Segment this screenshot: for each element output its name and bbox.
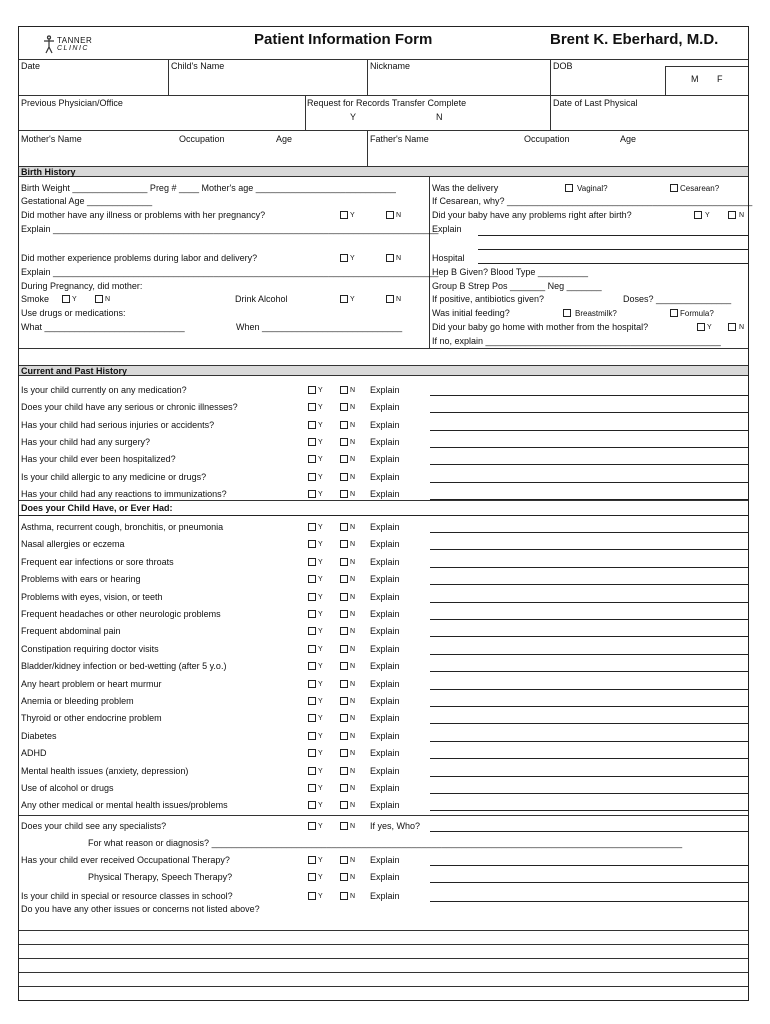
initial-feeding-label: Was initial feeding? [432,308,510,318]
home-with-mother-question: Did your baby go home with mother from the hospital? [432,322,649,332]
hospital-label: Hospital [432,253,465,263]
gestational-age-line[interactable]: Gestational Age _____________ [21,196,153,206]
baby-problems-no-checkbox[interactable] [728,211,736,219]
labor-problems-question: Did mother experience problems during labor and delivery? [21,253,258,263]
ever-had-no-checkbox[interactable] [340,784,348,792]
drugs-label: Use drugs or medications: [21,308,126,318]
formula-checkbox[interactable] [670,309,678,317]
smoke-label: Smoke [21,294,50,304]
current-history-no-checkbox[interactable] [340,490,348,498]
home-yes-checkbox[interactable] [697,323,705,331]
current-history-heading: Current and Past History [19,365,748,376]
ever-had-explain-field[interactable] [430,689,748,690]
current-history-explain-label: Explain [370,419,400,430]
current-history-yes-checkbox[interactable] [308,386,316,394]
ever-had-question: Diabetes [21,730,57,741]
ever-had-explain-field[interactable] [430,706,748,707]
special-no-checkbox[interactable] [340,892,348,900]
current-history-explain-field[interactable] [430,482,748,483]
ever-had-yes-checkbox[interactable] [308,645,316,653]
ever-had-explain-field[interactable] [430,602,748,603]
father-occupation-label: Occupation [524,134,570,144]
ever-had-yes-checkbox[interactable] [308,697,316,705]
illness-yes-checkbox[interactable] [340,211,348,219]
sex-f-option[interactable]: F [717,74,723,84]
alcohol-no-checkbox[interactable] [386,295,394,303]
if-no-explain-line[interactable]: If no, explain _______________________________________________ [432,336,721,346]
ever-had-explain-field[interactable] [430,549,748,550]
ever-had-yes-checkbox[interactable] [308,767,316,775]
last-physical-label: Date of Last Physical [553,98,638,108]
ever-had-yes-checkbox[interactable] [308,749,316,757]
ever-had-explain-label: Explain [370,678,400,689]
ever-had-explain-field[interactable] [430,584,748,585]
ever-had-no-checkbox[interactable] [340,593,348,601]
current-history-question: Does your child have any serious or chronic illnesses? [21,402,238,413]
ever-had-yes-checkbox[interactable] [308,784,316,792]
ever-had-yes-checkbox[interactable] [308,575,316,583]
ever-had-no-checkbox[interactable] [340,610,348,618]
ot-explain-label: Explain [370,855,400,865]
current-history-no-checkbox[interactable] [340,473,348,481]
ever-had-yes-checkbox[interactable] [308,610,316,618]
current-history-yes-checkbox[interactable] [308,490,316,498]
ever-had-no-checkbox[interactable] [340,732,348,740]
fathers-name-label: Father's Name [370,134,429,144]
current-history-question: Is your child allergic to any medicine or drugs? [21,471,207,482]
current-history-explain-field[interactable] [430,430,748,431]
ever-had-no-checkbox[interactable] [340,801,348,809]
current-history-explain-label: Explain [370,402,400,413]
ever-had-explain-field[interactable] [430,810,748,811]
current-history-question: Has your child had serious injuries or accidents? [21,419,215,430]
baby-problems-yes-checkbox[interactable] [694,211,702,219]
ever-had-yes-checkbox[interactable] [308,662,316,670]
baby-problems-question: Did your baby have any problems right after birth? [432,210,632,220]
ever-had-no-checkbox[interactable] [340,540,348,548]
child-name-label: Child's Name [171,61,225,71]
cesarean-checkbox[interactable] [670,184,678,192]
ever-had-question: Constipation requiring doctor visits [21,643,159,654]
ever-had-explain-label: Explain [370,713,400,724]
ever-had-yes-checkbox[interactable] [308,801,316,809]
birth-weight-line[interactable]: Birth Weight _______________ Preg # ____ Mother's age ____________________________ [21,183,396,193]
mother-age-label: Age [276,134,293,144]
current-history-question: Has your child ever been hospitalized? [21,454,176,465]
ever-had-no-checkbox[interactable] [340,662,348,670]
ever-had-explain-field[interactable] [430,741,748,742]
date-label: Date [21,61,41,71]
page-title: Patient Information Form [254,31,433,48]
nickname-label: Nickname [370,61,411,71]
current-history-explain-field[interactable] [430,395,748,396]
vaginal-checkbox[interactable] [565,184,573,192]
ever-had-yes-checkbox[interactable] [308,523,316,531]
ever-had-explain-field[interactable] [430,619,748,620]
illness-no-checkbox[interactable] [386,211,394,219]
pt-explain-label: Explain [370,872,400,882]
current-history-no-checkbox[interactable] [340,421,348,429]
drugs-when-line[interactable]: When ____________________________ [236,322,403,332]
breastmilk-checkbox[interactable] [563,309,571,317]
drugs-what-line[interactable]: What ____________________________ [21,322,185,332]
ever-had-question: Anemia or bleeding problem [21,696,134,706]
current-history-yes-checkbox[interactable] [308,438,316,446]
special-explain-label: Explain [370,891,400,901]
doctor-name: Brent K. Eberhard, M.D. [550,31,719,48]
current-history-question: Has your child had any reactions to immunizations? [21,488,227,499]
current-history-no-checkbox[interactable] [340,403,348,411]
ever-had-explain-field[interactable] [430,671,748,672]
ever-had-explain-field[interactable] [430,723,748,724]
ever-had-question: Frequent headaches or other neurologic problems [21,609,221,619]
illness-explain-line[interactable]: Explain _____________________________________________________________________________ [21,224,439,234]
group-b-strep-line[interactable]: Group B Strep Pos _______ Neg _______ [432,281,602,291]
ever-had-no-checkbox[interactable] [340,645,348,653]
ever-had-question: Problems with eyes, vision, or teeth [21,591,163,602]
ever-had-explain-label: Explain [370,556,400,567]
during-pregnancy-label: During Pregnancy, did mother: [21,281,143,291]
ever-had-explain-label: Explain [370,609,400,619]
pt-speech-question: Physical Therapy, Speech Therapy? [88,872,233,882]
ever-had-yes-checkbox[interactable] [308,540,316,548]
reason-line[interactable]: For what reason or diagnosis? ______________________________________________________________________________________________ [88,838,683,848]
baby-explain-label: Explain [432,224,462,234]
ever-had-yes-checkbox[interactable] [308,593,316,601]
current-history-explain-field[interactable] [430,447,748,448]
delivery-label: Was the delivery [432,183,499,193]
ever-had-explain-label: Explain [370,626,400,637]
specialists-question: Does your child see any specialists? [21,821,167,831]
special-classes-question: Is your child in special or resource classes in school? [21,891,233,901]
ever-had-question: Asthma, recurrent cough, bronchitis, or pneumonia [21,522,224,532]
logo-line2: CLINIC [57,45,89,52]
special-yes-checkbox[interactable] [308,892,316,900]
other-concerns-question: Do you have any other issues or concerns not listed above? [21,904,260,914]
ever-had-explain-field[interactable] [430,567,748,568]
logo-figure-icon [42,34,56,54]
current-history-yes-checkbox[interactable] [308,403,316,411]
birth-history-heading: Birth History [19,166,748,177]
specialists-who-label: If yes, Who? [370,821,421,831]
ever-had-no-checkbox[interactable] [340,714,348,722]
ever-had-explain-field[interactable] [430,758,748,759]
current-history-explain-label: Explain [370,454,400,465]
ever-had-yes-checkbox[interactable] [308,558,316,566]
ever-had-explain-label: Explain [370,522,400,532]
smoke-no-checkbox[interactable] [95,295,103,303]
specialists-yes-checkbox[interactable] [308,822,316,830]
ot-yes-checkbox[interactable] [308,856,316,864]
specialists-no-checkbox[interactable] [340,822,348,830]
ever-had-question: Use of alcohol or drugs [21,783,114,793]
ever-had-no-checkbox[interactable] [340,575,348,583]
mothers-name-label: Mother's Name [21,134,82,144]
ever-had-explain-label: Explain [370,730,400,741]
records-n-option[interactable]: N [436,112,443,122]
ever-had-heading: Does your Child Have, or Ever Had: [21,503,173,513]
current-history-no-checkbox[interactable] [340,438,348,446]
cesarean-why-line[interactable]: If Cesarean, why? _________________________________________________ [432,196,753,206]
ever-had-explain-label: Explain [370,748,400,759]
ever-had-explain-label: Explain [370,643,400,654]
ever-had-no-checkbox[interactable] [340,767,348,775]
ever-had-question: Thyroid or other endocrine problem [21,713,162,724]
records-transfer-label: Request for Records Transfer Complete [307,98,467,108]
current-history-explain-label: Explain [370,488,400,499]
ot-no-checkbox[interactable] [340,856,348,864]
ever-had-yes-checkbox[interactable] [308,627,316,635]
ever-had-question: ADHD [21,748,47,759]
prev-physician-label: Previous Physician/Office [21,98,123,108]
ever-had-explain-label: Explain [370,765,400,776]
ever-had-explain-field[interactable] [430,654,748,655]
current-history-yes-checkbox[interactable] [308,421,316,429]
ever-had-no-checkbox[interactable] [340,680,348,688]
ot-question: Has your child ever received Occupational Therapy? [21,855,230,865]
ever-had-explain-field[interactable] [430,776,748,777]
ever-had-question: Problems with ears or hearing [21,574,141,585]
tanner-clinic-logo [42,34,102,56]
current-history-yes-checkbox[interactable] [308,473,316,481]
ever-had-explain-label: Explain [370,574,400,585]
antibiotics-label: If positive, antibiotics given? [432,294,545,304]
ever-had-explain-label: Explain [370,539,400,550]
current-history-yes-checkbox[interactable] [308,455,316,463]
current-history-explain-label: Explain [370,385,400,395]
labor-no-checkbox[interactable] [386,254,394,262]
ever-had-yes-checkbox[interactable] [308,714,316,722]
ever-had-no-checkbox[interactable] [340,749,348,757]
ever-had-question: Bladder/kidney infection or bed-wetting (after 5 y.o.) [21,661,227,672]
ever-had-explain-label: Explain [370,696,400,706]
alcohol-label: Drink Alcohol [235,294,288,304]
dob-label: DOB [553,61,573,71]
current-history-explain-field[interactable] [430,412,748,413]
home-no-checkbox[interactable] [728,323,736,331]
alcohol-yes-checkbox[interactable] [340,295,348,303]
doses-line[interactable]: Doses? _______________ [623,294,732,304]
ever-had-no-checkbox[interactable] [340,697,348,705]
ever-had-explain-label: Explain [370,661,400,672]
ever-had-explain-label: Explain [370,783,400,793]
ever-had-explain-label: Explain [370,591,400,602]
current-history-explain-label: Explain [370,471,400,482]
ever-had-question: Any other medical or mental health issues/problems [21,800,228,811]
ever-had-no-checkbox[interactable] [340,627,348,635]
current-history-question: Has your child had any surgery? [21,436,151,447]
ever-had-explain-field[interactable] [430,636,748,637]
ever-had-yes-checkbox[interactable] [308,680,316,688]
ever-had-yes-checkbox[interactable] [308,732,316,740]
ever-had-explain-label: Explain [370,800,400,811]
pregnancy-illness-question: Did mother have any illness or problems with her pregnancy? [21,210,266,220]
logo-line1: TANNER [57,36,93,45]
current-history-question: Is your child currently on any medication? [21,385,187,395]
mother-occupation-label: Occupation [179,134,225,144]
ever-had-question: Frequent abdominal pain [21,626,121,637]
father-age-label: Age [620,134,637,144]
ever-had-explain-field[interactable] [430,793,748,794]
ever-had-question: Mental health issues (anxiety, depression) [21,765,189,776]
records-y-option[interactable]: Y [350,112,357,122]
ever-had-explain-field[interactable] [430,532,748,533]
ever-had-question: Nasal allergies or eczema [21,539,125,550]
ever-had-no-checkbox[interactable] [340,558,348,566]
pt-yes-checkbox[interactable] [308,873,316,881]
hepb-blood-line[interactable]: Hep B Given? Blood Type __________ [432,267,588,277]
ever-had-question: Frequent ear infections or sore throats [21,556,174,567]
current-history-explain-label: Explain [370,436,400,447]
ever-had-question: Any heart problem or heart murmur [21,678,162,689]
current-history-no-checkbox[interactable] [340,386,348,394]
labor-explain-line[interactable]: Explain _____________________________________________________________________________ [21,267,439,277]
sex-m-option[interactable]: M [691,74,699,84]
current-history-no-checkbox[interactable] [340,455,348,463]
smoke-yes-checkbox[interactable] [62,295,70,303]
ever-had-no-checkbox[interactable] [340,523,348,531]
labor-yes-checkbox[interactable] [340,254,348,262]
current-history-explain-field[interactable] [430,464,748,465]
pt-no-checkbox[interactable] [340,873,348,881]
